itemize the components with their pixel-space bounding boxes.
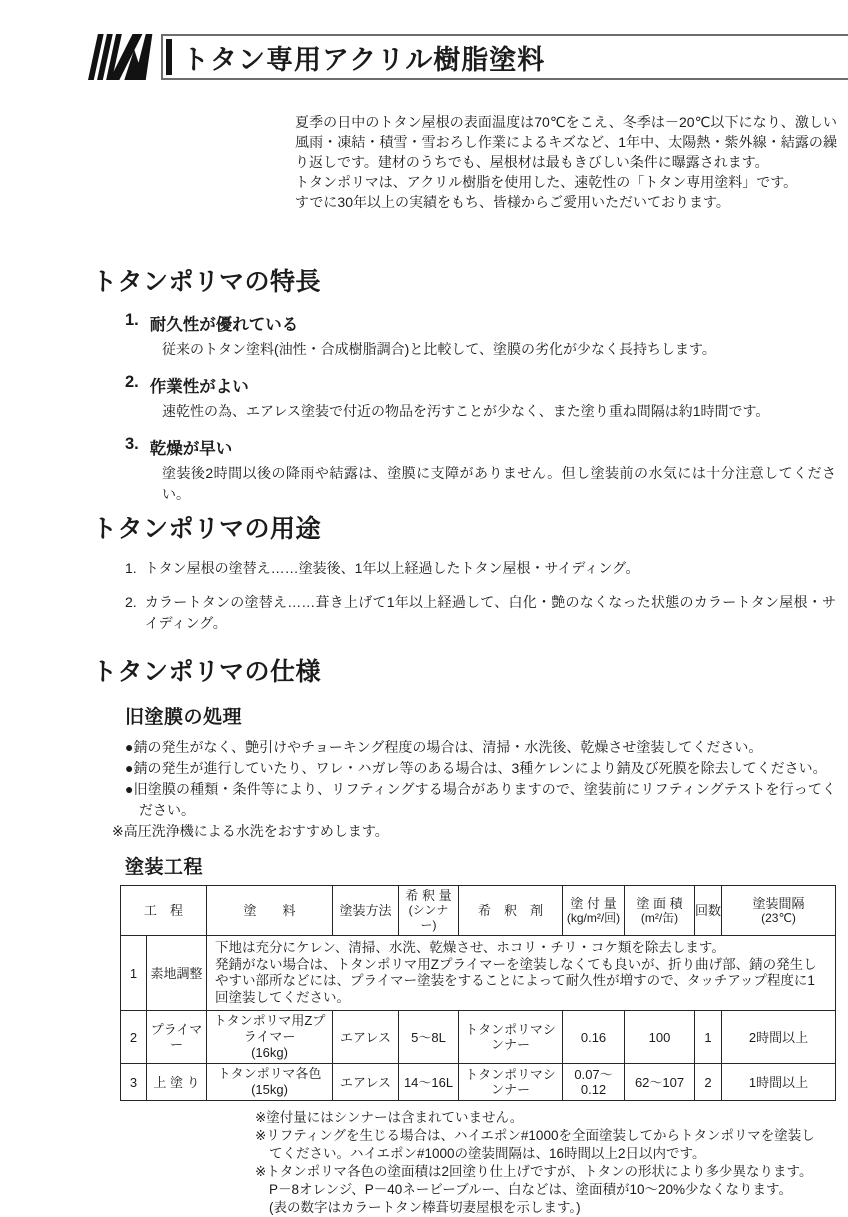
area-cell: 100 bbox=[625, 1011, 695, 1064]
table-footnotes bbox=[255, 1109, 836, 1217]
table-row-topcoat bbox=[121, 1064, 836, 1101]
col-header-area-label: 塗 面 積 bbox=[636, 895, 683, 911]
feature-number: 3. bbox=[125, 435, 139, 453]
footnote-line: ※リフティングを生じる場合は、ハイエポン#1000を全面塗装してからトタンポリマを塗装し bbox=[255, 1128, 815, 1143]
feature-description: 塗装後2時間以後の降雨や結露は、塗膜に支障がありません。但し塗装前の水気には十分注意してください。 bbox=[162, 465, 836, 502]
paint-name: トタンポリマ各色 bbox=[217, 1066, 322, 1081]
old-coat-bullets bbox=[125, 737, 836, 821]
paint-size: (15kg) bbox=[251, 1082, 288, 1097]
surface-prep-line-1: 下地は充分にケレン、清掃、水洗、乾燥させ、ホコリ・チリ・コケ類を除去します。 bbox=[215, 940, 725, 955]
header bbox=[88, 32, 848, 82]
use-number: 1. bbox=[125, 560, 137, 576]
paint-cell bbox=[207, 1064, 333, 1101]
col-header-dilution-label: 希 釈 量 bbox=[405, 888, 452, 903]
page-title: トタン専用アクリル樹脂塗料 bbox=[182, 44, 546, 75]
times-cell: 2 bbox=[695, 1064, 722, 1101]
col-header-amount-label: 塗 付 量 bbox=[570, 895, 617, 911]
col-header-times: 回数 bbox=[695, 886, 722, 936]
col-header-dilution-sub: (シンナー) bbox=[408, 903, 449, 932]
col-header-interval-sub: (23℃) bbox=[761, 910, 796, 925]
feature-title bbox=[125, 435, 836, 459]
col-header-area-sub: (m²/缶) bbox=[640, 910, 679, 925]
method-cell: エアレス bbox=[333, 1064, 399, 1101]
title-accent-bar bbox=[166, 39, 172, 75]
feature-item bbox=[125, 373, 836, 422]
use-item bbox=[125, 592, 836, 634]
col-header-paint: 塗 料 bbox=[207, 886, 333, 936]
col-header-process: 工 程 bbox=[121, 886, 207, 936]
process-name: 上 塗 り bbox=[147, 1064, 207, 1101]
feature-title bbox=[125, 311, 836, 335]
footnote-line-continuation: P－8オレンジ、P－40ネービーブルー、白などは、塗面積が10〜20%少なくなります。 bbox=[269, 1182, 792, 1197]
process-subheading: 塗装工程 bbox=[125, 857, 204, 878]
intro-paragraph-2: トタンポリマは、アクリル樹脂を使用した、速乾性の「トタン専用塗料」です。 bbox=[295, 174, 798, 190]
col-header-amount-sub: (kg/m²/回) bbox=[566, 910, 621, 925]
intro-paragraph-1: 夏季の日中のトタン屋根の表面温度は70℃をこえ、冬季は－20℃以下になり、激しい風雨・凍結・積雪・雪おろし作業によるキズなど、1年中、太陽熱・紫外線・結露の繰り返しです。建材のうちでも、屋根材は最もきびしい条件に曝露されます。 bbox=[295, 114, 837, 170]
feature-title bbox=[125, 373, 836, 397]
dilution-cell: 14〜16L bbox=[399, 1064, 459, 1101]
feature-item bbox=[125, 311, 836, 360]
paint-size: (16kg) bbox=[251, 1045, 288, 1060]
amount-cell: 0.07〜0.12 bbox=[563, 1064, 625, 1101]
intro-paragraph-3: すでに30年以上の実績をもち、皆様からご愛用いただいております。 bbox=[295, 194, 730, 210]
feature-description: 従来のトタン塗料(油性・合成樹脂調合)と比較して、塗膜の劣化が少なく長持ちします。 bbox=[162, 341, 716, 357]
use-number: 2. bbox=[125, 594, 137, 610]
intro-paragraphs bbox=[295, 112, 837, 212]
use-item bbox=[125, 558, 836, 579]
footnote-line-continuation: (表の数字はカラートタン棒葺切妻屋根を示します。) bbox=[269, 1200, 581, 1215]
wash-note: ※高圧洗浄機による水洗をおすすめします。 bbox=[112, 823, 389, 839]
table-header-row bbox=[121, 886, 836, 936]
col-header-interval bbox=[722, 886, 836, 936]
old-coat-subheading: 旧塗膜の処理 bbox=[125, 707, 243, 728]
spec-section bbox=[92, 652, 836, 1217]
row-number: 2 bbox=[121, 1011, 147, 1064]
col-header-thinner: 希 釈 剤 bbox=[459, 886, 563, 936]
feature-title-text: 作業性がよい bbox=[149, 378, 249, 396]
surface-prep-line-2: 発錆がない場合は、トタンポリマ用Zプライマーを塗装しなくても良いが、折り曲げ部、錆の発生しやすい部所などには、プライマー塗装をすることによって耐久性が増すので、タッチアップ程度に1回塗装してください。 bbox=[215, 956, 817, 1005]
process-name: 素地調整 bbox=[147, 936, 207, 1011]
thinner-cell: トタンポリマシンナー bbox=[459, 1011, 563, 1064]
footnote-line-continuation: てください。ハイエポン#1000の塗装間隔は、16時間以上2日以内です。 bbox=[269, 1146, 706, 1161]
paint-name: トタンポリマ用Zプライマー bbox=[213, 1013, 326, 1044]
title-box bbox=[161, 34, 848, 80]
company-logo-stripes-m-icon bbox=[88, 34, 154, 80]
spec-heading: トタンポリマの仕様 bbox=[92, 658, 322, 686]
area-cell: 62〜107 bbox=[625, 1064, 695, 1101]
paint-cell bbox=[207, 1011, 333, 1064]
use-text: カラートタンの塗替え……葺き上げて1年以上経過して、白化・艶のなくなった状態のカラートタン屋根・サイディング。 bbox=[144, 594, 836, 631]
interval-cell: 2時間以上 bbox=[722, 1011, 836, 1064]
table-row-surface-prep bbox=[121, 936, 836, 1011]
table-row-primer bbox=[121, 1011, 836, 1064]
feature-item bbox=[125, 435, 836, 505]
uses-heading: トタンポリマの用途 bbox=[92, 515, 322, 543]
bullet-item: ●錆の発生がなく、艶引けやチョーキング程度の場合は、清掃・水洗後、乾燥させ塗装してください。 bbox=[125, 739, 763, 755]
row-number: 1 bbox=[121, 936, 147, 1011]
col-header-interval-label: 塗装間隔 bbox=[752, 895, 805, 911]
bullet-item: ●旧塗膜の種類・条件等により、リフティングする場合がありますので、塗装前にリフティングテストを行ってください。 bbox=[125, 781, 836, 818]
painting-process-table bbox=[120, 885, 836, 1101]
feature-title-text: 乾燥が早い bbox=[149, 440, 233, 458]
thinner-cell: トタンポリマシンナー bbox=[459, 1064, 563, 1101]
amount-cell: 0.16 bbox=[563, 1011, 625, 1064]
col-header-amount bbox=[563, 886, 625, 936]
col-header-method: 塗装方法 bbox=[333, 886, 399, 936]
uses-section bbox=[92, 509, 836, 634]
dilution-cell: 5〜8L bbox=[399, 1011, 459, 1064]
feature-title-text: 耐久性が優れている bbox=[149, 316, 299, 334]
process-name: プライマー bbox=[147, 1011, 207, 1064]
row-number: 3 bbox=[121, 1064, 147, 1101]
features-heading: トタンポリマの特長 bbox=[92, 268, 322, 296]
feature-number: 1. bbox=[125, 311, 139, 329]
footnote-line: ※トタンポリマ各色の塗面積は2回塗り仕上げですが、トタンの形状により多少異なります。 bbox=[255, 1164, 813, 1179]
footnote-line: ※塗付量にはシンナーは含まれていません。 bbox=[255, 1110, 524, 1125]
col-header-area bbox=[625, 886, 695, 936]
interval-cell: 1時間以上 bbox=[722, 1064, 836, 1101]
col-header-dilution bbox=[399, 886, 459, 936]
features-section bbox=[92, 262, 836, 505]
feature-description: 速乾性の為、エアレス塗装で付近の物品を汚すことが少なく、また塗り重ね間隔は約1時間です。 bbox=[162, 403, 770, 419]
use-text: トタン屋根の塗替え……塗装後、1年以上経過したトタン屋根・サイディング。 bbox=[144, 560, 640, 576]
method-cell: エアレス bbox=[333, 1011, 399, 1064]
feature-number: 2. bbox=[125, 373, 139, 391]
bullet-item: ●錆の発生が進行していたり、ワレ・ハガレ等のある場合は、3種ケレンにより錆及び死膜を除去してください。 bbox=[125, 760, 827, 776]
times-cell: 1 bbox=[695, 1011, 722, 1064]
surface-prep-instructions bbox=[207, 936, 836, 1011]
